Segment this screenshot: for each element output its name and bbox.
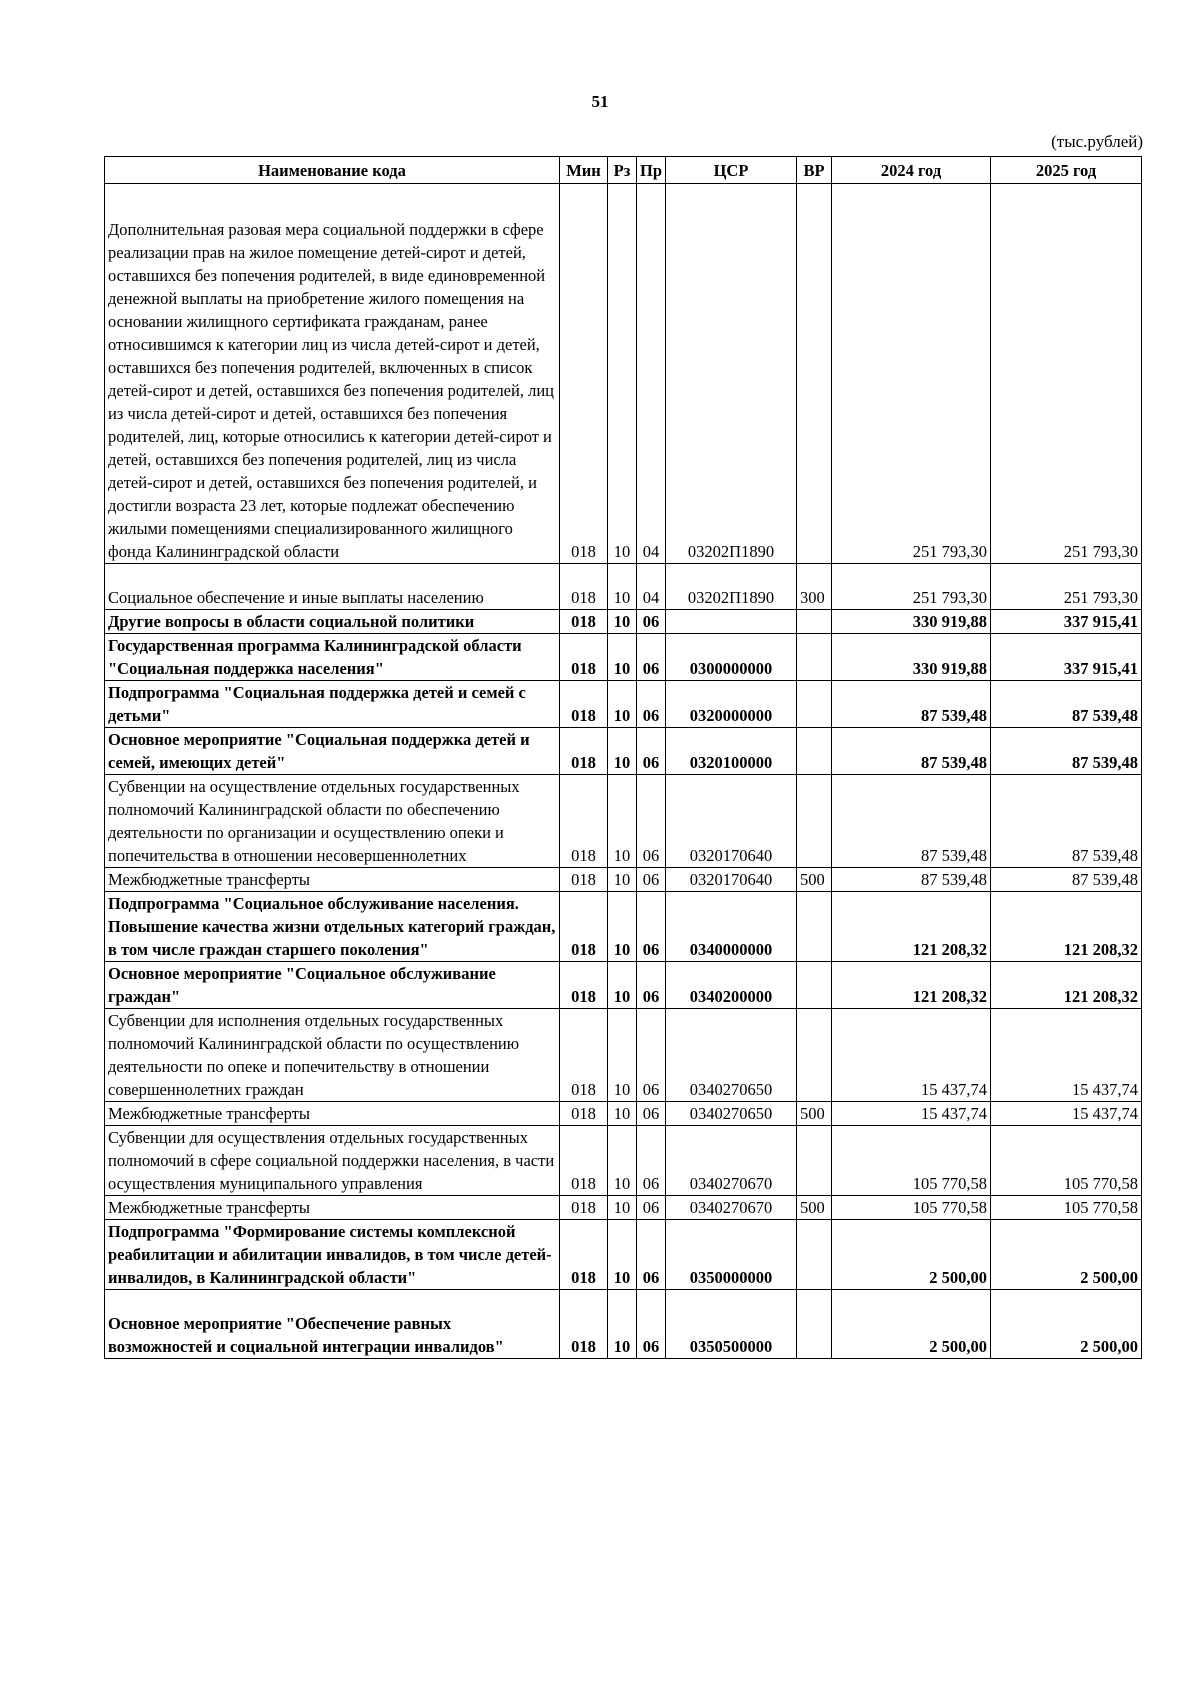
row-rz: 10	[608, 634, 637, 681]
row-2025: 2 500,00	[991, 1220, 1142, 1290]
row-min: 018	[560, 1126, 608, 1196]
row-csr: 0320000000	[666, 681, 797, 728]
row-vr	[797, 728, 832, 775]
row-name: Дополнительная разовая мера социальной поддержки в сфере реализации прав на жилое помещение детей-сирот и детей, оставшихся без попечения родителей, в виде единовременной денежной выплаты на приобретение жилого помещения на основании жилищного сертификата гражданам, ранее относившимся к категории лиц из числа детей-сирот и детей, оставшихся без попечения родителей, включенных в список детей-сирот и детей, оставшихся без попечения родителей, лиц из числа детей-сирот и детей, оставшихся без попечения родителей, лиц, которые относились к категории детей-сирот и детей, оставшихся без попечения родителей, лиц из числа детей-сирот и детей, оставшихся без попечения родителей, и достигли возраста 23 лет, которые подлежат обеспечению жилыми помещениями специализированного жилищного фонда Калининградской области	[105, 184, 560, 564]
row-rz: 10	[608, 1196, 637, 1220]
row-min: 018	[560, 868, 608, 892]
row-2025: 15 437,74	[991, 1009, 1142, 1102]
table-row	[105, 892, 1142, 962]
table-header-row	[105, 157, 1142, 184]
row-csr: 0340270650	[666, 1102, 797, 1126]
row-2024: 105 770,58	[832, 1126, 991, 1196]
row-rz: 10	[608, 892, 637, 962]
row-min: 018	[560, 610, 608, 634]
row-csr	[666, 610, 797, 634]
row-min: 018	[560, 775, 608, 868]
row-min: 018	[560, 1102, 608, 1126]
row-rz: 10	[608, 775, 637, 868]
row-csr: 0340270670	[666, 1126, 797, 1196]
row-rz: 10	[608, 962, 637, 1009]
header-pr: Пр	[637, 157, 666, 184]
table-row	[105, 634, 1142, 681]
row-name: Социальное обеспечение и иные выплаты населению	[105, 564, 560, 610]
row-name: Основное мероприятие "Социальная поддержка детей и семей, имеющих детей"	[105, 728, 560, 775]
row-pr: 06	[637, 634, 666, 681]
row-2024: 330 919,88	[832, 610, 991, 634]
row-name: Межбюджетные трансферты	[105, 868, 560, 892]
row-csr: 0340270650	[666, 1009, 797, 1102]
row-pr: 04	[637, 564, 666, 610]
row-pr: 06	[637, 1126, 666, 1196]
row-2024: 251 793,30	[832, 564, 991, 610]
row-csr: 0320100000	[666, 728, 797, 775]
row-csr: 03202П1890	[666, 184, 797, 564]
row-pr: 06	[637, 1290, 666, 1359]
header-rz: Рз	[608, 157, 637, 184]
row-min: 018	[560, 681, 608, 728]
row-pr: 06	[637, 892, 666, 962]
row-2024: 87 539,48	[832, 681, 991, 728]
row-name: Субвенции на осуществление отдельных государственных полномочий Калининградской области по обеспечению деятельности по организации и осуществлению опеки и попечительства в отношении несовершеннолетних	[105, 775, 560, 868]
row-min: 018	[560, 184, 608, 564]
row-2025: 15 437,74	[991, 1102, 1142, 1126]
header-name: Наименование кода	[105, 157, 560, 184]
row-2025: 87 539,48	[991, 868, 1142, 892]
row-csr: 03202П1890	[666, 564, 797, 610]
row-vr	[797, 1220, 832, 1290]
row-2024: 87 539,48	[832, 775, 991, 868]
row-2024: 2 500,00	[832, 1290, 991, 1359]
row-pr: 06	[637, 681, 666, 728]
row-name: Подпрограмма "Социальная поддержка детей и семей с детьми"	[105, 681, 560, 728]
row-2025: 337 915,41	[991, 634, 1142, 681]
row-pr: 06	[637, 1220, 666, 1290]
table-row	[105, 564, 1142, 610]
row-csr: 0320170640	[666, 775, 797, 868]
row-rz: 10	[608, 184, 637, 564]
row-pr: 06	[637, 775, 666, 868]
row-vr	[797, 1290, 832, 1359]
row-min: 018	[560, 564, 608, 610]
row-pr: 06	[637, 962, 666, 1009]
row-csr: 0340200000	[666, 962, 797, 1009]
row-csr: 0350000000	[666, 1220, 797, 1290]
table-row	[105, 1220, 1142, 1290]
row-csr: 0350500000	[666, 1290, 797, 1359]
row-2024: 330 919,88	[832, 634, 991, 681]
row-2024: 251 793,30	[832, 184, 991, 564]
row-2025: 251 793,30	[991, 184, 1142, 564]
table-row	[105, 962, 1142, 1009]
row-min: 018	[560, 1009, 608, 1102]
row-vr: 300	[797, 564, 832, 610]
header-2025: 2025 год	[991, 157, 1142, 184]
row-name: Субвенции для осуществления отдельных государственных полномочий в сфере социальной поддержки населения, в части осуществления муниципального управления	[105, 1126, 560, 1196]
row-min: 018	[560, 634, 608, 681]
row-pr: 06	[637, 1196, 666, 1220]
units-label: (тыс.рублей)	[1051, 132, 1143, 151]
row-min: 018	[560, 892, 608, 962]
row-csr: 0340000000	[666, 892, 797, 962]
row-2024: 87 539,48	[832, 728, 991, 775]
row-rz: 10	[608, 1220, 637, 1290]
row-name: Государственная программа Калининградской области "Социальная поддержка населения"	[105, 634, 560, 681]
row-2025: 337 915,41	[991, 610, 1142, 634]
row-2024: 105 770,58	[832, 1196, 991, 1220]
row-name: Субвенции для исполнения отдельных государственных полномочий Калининградской области по осуществлению деятельности по опеке и попечительству в отношении совершеннолетних граждан	[105, 1009, 560, 1102]
table-row	[105, 1290, 1142, 1359]
row-rz: 10	[608, 564, 637, 610]
row-2024: 15 437,74	[832, 1009, 991, 1102]
row-name: Подпрограмма "Социальное обслуживание населения. Повышение качества жизни отдельных категорий граждан, в том числе граждан старшего поколения"	[105, 892, 560, 962]
row-min: 018	[560, 1290, 608, 1359]
row-vr: 500	[797, 868, 832, 892]
table-row	[105, 868, 1142, 892]
table-row	[105, 1102, 1142, 1126]
row-rz: 10	[608, 1102, 637, 1126]
row-rz: 10	[608, 610, 637, 634]
row-min: 018	[560, 1220, 608, 1290]
row-vr	[797, 610, 832, 634]
row-2024: 2 500,00	[832, 1220, 991, 1290]
row-2025: 251 793,30	[991, 564, 1142, 610]
row-pr: 06	[637, 610, 666, 634]
row-2024: 15 437,74	[832, 1102, 991, 1126]
row-2025: 105 770,58	[991, 1126, 1142, 1196]
row-2025: 121 208,32	[991, 962, 1142, 1009]
row-vr: 500	[797, 1102, 832, 1126]
row-2024: 121 208,32	[832, 962, 991, 1009]
row-vr	[797, 184, 832, 564]
row-name: Основное мероприятие "Обеспечение равных возможностей и социальной интеграции инвалидов"	[105, 1290, 560, 1359]
row-min: 018	[560, 962, 608, 1009]
row-name: Межбюджетные трансферты	[105, 1196, 560, 1220]
header-csr: ЦСР	[666, 157, 797, 184]
row-vr	[797, 892, 832, 962]
row-rz: 10	[608, 1126, 637, 1196]
table-row	[105, 681, 1142, 728]
row-rz: 10	[608, 1290, 637, 1359]
row-rz: 10	[608, 681, 637, 728]
table-row	[105, 610, 1142, 634]
row-pr: 04	[637, 184, 666, 564]
row-pr: 06	[637, 1102, 666, 1126]
header-2024: 2024 год	[832, 157, 991, 184]
row-pr: 06	[637, 728, 666, 775]
row-vr	[797, 1009, 832, 1102]
row-2025: 2 500,00	[991, 1290, 1142, 1359]
row-min: 018	[560, 728, 608, 775]
row-vr	[797, 775, 832, 868]
row-pr: 06	[637, 868, 666, 892]
row-rz: 10	[608, 728, 637, 775]
row-name: Подпрограмма "Формирование системы комплексной реабилитации и абилитации инвалидов, в том числе детей-инвалидов, в Калининградской области"	[105, 1220, 560, 1290]
table-row	[105, 775, 1142, 868]
table-row	[105, 184, 1142, 564]
row-csr: 0300000000	[666, 634, 797, 681]
row-name: Основное мероприятие "Социальное обслуживание граждан"	[105, 962, 560, 1009]
row-csr: 0340270670	[666, 1196, 797, 1220]
table-row	[105, 1126, 1142, 1196]
row-2024: 121 208,32	[832, 892, 991, 962]
row-2025: 121 208,32	[991, 892, 1142, 962]
row-rz: 10	[608, 1009, 637, 1102]
row-name: Межбюджетные трансферты	[105, 1102, 560, 1126]
row-vr	[797, 681, 832, 728]
row-2025: 105 770,58	[991, 1196, 1142, 1220]
row-2024: 87 539,48	[832, 868, 991, 892]
row-2025: 87 539,48	[991, 775, 1142, 868]
row-vr	[797, 962, 832, 1009]
row-vr	[797, 1126, 832, 1196]
row-rz: 10	[608, 868, 637, 892]
row-name: Другие вопросы в области социальной политики	[105, 610, 560, 634]
page-number: 51	[591, 92, 609, 111]
budget-table	[104, 156, 1142, 1359]
row-pr: 06	[637, 1009, 666, 1102]
table-row	[105, 1009, 1142, 1102]
table-row	[105, 728, 1142, 775]
header-vr: ВР	[797, 157, 832, 184]
table-row	[105, 1196, 1142, 1220]
row-vr: 500	[797, 1196, 832, 1220]
row-2025: 87 539,48	[991, 681, 1142, 728]
row-2025: 87 539,48	[991, 728, 1142, 775]
row-min: 018	[560, 1196, 608, 1220]
header-min: Мин	[560, 157, 608, 184]
row-vr	[797, 634, 832, 681]
row-csr: 0320170640	[666, 868, 797, 892]
